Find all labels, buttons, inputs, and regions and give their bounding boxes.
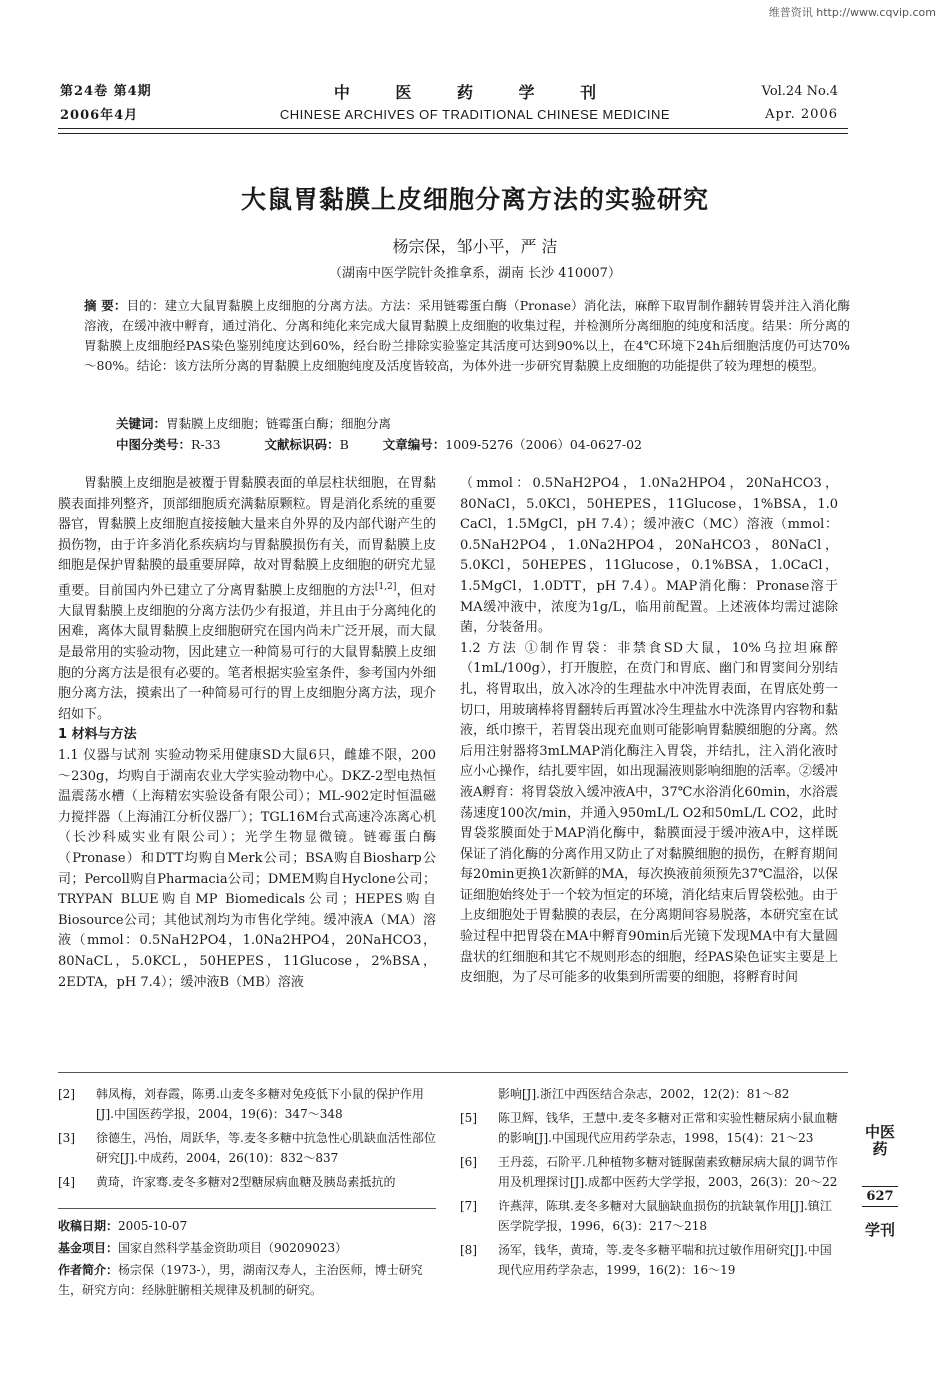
reference-text: 汤军，钱华，黄琦，等.麦冬多糖平喘和抗过敏作用研究[J].中国现代应用药学杂志，1999，16(2)：16～19 [498, 1243, 832, 1277]
reference-item [58, 1172, 436, 1192]
side-journal-bottom: 学刊 [864, 1221, 895, 1239]
affiliation: （湖南中医学院针灸推拿系，湖南 长沙 410007） [329, 266, 621, 281]
reference-number: [7] [460, 1199, 477, 1213]
footnote-rule [58, 1208, 436, 1209]
reference-text: 黄琦，许家骞.麦冬多糖对2型糖尿病血糖及胰岛素抵抗的 [96, 1175, 396, 1189]
doc-code-value: B [339, 437, 349, 452]
reference-item [58, 1128, 436, 1168]
reference-text: 王丹蕊，石阶平.几种植物多糖对链脲菌素致糖尿病大鼠的调节作用及机理探讨[J].成都中医药大学学报，2003，26(3)：20～22 [498, 1155, 838, 1189]
page-number: 627 [862, 1186, 898, 1207]
reference-item [460, 1196, 838, 1236]
keywords-label: 关键词： [116, 416, 167, 431]
clc-value: R-33 [191, 437, 221, 452]
date-en: Apr. 2006 [765, 107, 838, 122]
date-cn: 2006年4月 [60, 108, 139, 123]
received-date [58, 1216, 436, 1236]
reference-text: 徐德生，冯怡，周跃华，等.麦冬多糖中抗急性心肌缺血活性部位研究[J].中成药，2004，26(10)：832～837 [96, 1131, 436, 1165]
article-number-value: 1009-5276（2006）04-0627-02 [445, 437, 642, 452]
authors: 杨宗保，邹小平，严 洁 [392, 237, 558, 256]
classification-line [116, 435, 642, 453]
volume-en: Vol.24 No.4 [761, 84, 838, 99]
article-number-label: 文章编号： [382, 437, 446, 452]
fund-project [58, 1238, 436, 1258]
author-bio-text: 杨宗保（1973-），男，湖南汉寿人，主治医师，博士研究生，研究方向：经脉脏腑相关规律及机制的研究。 [58, 1263, 423, 1297]
body-column-left [58, 474, 436, 993]
keywords [116, 414, 391, 432]
received-value: 2005-10-07 [118, 1219, 188, 1233]
method-paragraph: 1.2 方法 ①制作胃袋：非禁食SD大鼠，10%乌拉坦麻醉（1mL/100g），打开腹腔，在贲门和胃底、幽门和胃窦间分别结扎，将胃取出，放入冰冷的生理盐水中冲洗胃表面，在胃底处剪一切口，用玻璃棒将胃翻转后再置冰冷生理盐水中洗涤胃内容物和黏液，纸巾擦干，若胃袋出现充血则可能影响胃黏膜细胞的分离。然后用注射器将3mLMAP消化酶注入胃袋，并结扎，注入消化液时应小心操作，结扎要牢固，如出现漏液则影响细胞的活率。②缓冲液A孵育：将胃袋放入缓冲液A中，37℃水浴消化60min，水浴震荡速度100次/min，并通入950mL/L O2和50mL/L CO2，此时胃袋浆膜面处于MAP消化酶中，黏膜面浸于缓冲液A中，这样既保证了消化酶的分离作用又防止了对黏膜细胞的损伤，在孵育期间每20min更换1次新鲜的MA，每次换液前须预先37℃温浴，以保证细胞始终处于一个较为恒定的环境，消化结束后胃袋松弛。由于上皮细胞处于胃黏膜的表层，在分离期间容易脱落，本研究室在试验过程中把胃袋在MA中孵育90min后光镜下发现MA中有大量圆盘状的红细胞和其它不规则形态的细胞，经PAS染色证实主要是上皮细胞，为了尽可能多的收集到所需要的细胞，将孵育时间 [460, 640, 838, 986]
reference-number: [8] [460, 1243, 477, 1257]
header-rule [58, 128, 848, 129]
intro-paragraph [58, 474, 436, 725]
received-label: 收稿日期： [58, 1219, 119, 1233]
reference-number: [2] [58, 1087, 75, 1101]
reference-text: 陈卫辉，钱华，王慧中.麦冬多糖对正常和实验性糖尿病小鼠血糖的影响[J].中国现代应用药学杂志，1998，15(4)：21～23 [498, 1111, 838, 1145]
side-journal-top: 中医药 [864, 1123, 895, 1158]
abstract-text: 目的：建立大鼠胃黏膜上皮细胞的分离方法。方法：采用链霉蛋白酶（Pronase）消化法，麻醉下取胃制作翻转胃袋并注入消化酶溶液，在缓冲液中孵育，通过消化、分离和纯化来完成大鼠胃黏膜上皮细胞的收集过程，并检测所分离细胞的纯度和活度。结果：所分离的胃黏膜上皮细胞经PAS染色鉴别纯度达到60%，经台盼兰排除实验鉴定其活度可达到90%以上，在4℃环境下24h后细胞活度仍可达70%～80%。结论：该方法所分离的胃黏膜上皮细胞纯度及活度皆较高，为体外进一步研究胃黏膜上皮细胞的功能提供了较为理想的模型。 [84, 298, 850, 373]
references-right [460, 1084, 838, 1284]
references-rule [58, 1072, 848, 1073]
reference-item [460, 1152, 838, 1192]
author-bio [58, 1260, 436, 1300]
abstract [84, 296, 850, 376]
reference-number: [6] [460, 1155, 477, 1169]
references-left [58, 1084, 436, 1196]
article-title: 大鼠胃黏膜上皮细胞分离方法的实验研究 [240, 185, 709, 214]
reference-number: [3] [58, 1131, 75, 1145]
doc-code-label: 文献标识码： [264, 437, 340, 452]
reference-text: 影响[J].浙江中西医结合杂志，2002，12(2)：81～82 [498, 1087, 790, 1101]
fund-label: 基金项目： [58, 1241, 119, 1255]
reference-continuation [460, 1084, 838, 1104]
reference-text: 韩凤梅，刘春霞，陈勇.山麦冬多糖对免疫低下小鼠的保护作用[J].中国医药学报，2004，19(6)：347～348 [96, 1087, 424, 1121]
reference-item [460, 1240, 838, 1280]
volume-cn: 第24卷 第4期 [60, 84, 152, 99]
keywords-text: 胃黏膜上皮细胞；链霉蛋白酶；细胞分离 [166, 416, 392, 431]
journal-title-cn: 中 医 药 学 刊 [333, 83, 617, 102]
author-bio-label: 作者简介： [58, 1263, 119, 1277]
intro-text-b: ，但对大鼠胃黏膜上皮细胞的分离方法仍少有报道，并且由于分离纯化的困难，离体大鼠胃黏膜上皮细胞研究在国内尚未广泛开展，而大鼠是最常用的实验动物，因此建立一种简易可行的大鼠胃黏膜上皮细胞的分离方法是很有必要的。笔者根据实验室条件，参考国内外细胞分离方法，摸索出了一种简易可行的胃上皮细胞分离方法，现介绍如下。 [58, 583, 436, 722]
buffer-paragraph: （mmol：0.5NaH2PO4，1.0Na2HPO4，20NaHCO3，80NaCl，5.0KCl，50HEPES，11Glucose，1%BSA，1.0 CaCl，1.5MgCl，pH 7.4）；缓冲液C（MC）溶液（mmol：0.5NaH2PO4，1.0Na2HPO4，20NaHCO3，80NaCl，5.0KCl，50HEPES，11Glucose，0.1%BSA，1.0CaCl，1.5MgCl，1.0DTT，pH 7.4）。MAP消化酶：Pronase溶于MA缓冲液中，浓度为1g/L，临用前配置。上述液体均需过滤除菌，分装备用。 [460, 476, 838, 636]
journal-title-en: CHINESE ARCHIVES OF TRADITIONAL CHINESE MEDICINE [279, 107, 671, 122]
reference-number: [4] [58, 1175, 75, 1189]
abstract-label: 摘 要： [84, 298, 127, 313]
watermark: 维普资讯 http://www.cqvip.com [768, 6, 936, 19]
reference-text: 许燕萍，陈琪.麦冬多糖对大鼠脑缺血损伤的抗缺氧作用[J].镇江医学院学报，1996，6(3)：217～218 [498, 1199, 832, 1233]
fund-value: 国家自然科学基金资助项目（90209023） [118, 1241, 348, 1255]
section-heading-1: 1 材料与方法 [58, 727, 137, 743]
header-rule-thin [58, 133, 848, 134]
reference-item [460, 1108, 838, 1148]
intro-text-a: 胃黏膜上皮细胞是被覆于胃黏膜表面的单层柱状细胞，在胃黏膜表面排列整齐，顶部细胞质充满黏原颗粒。胃是消化系统的重要器官，胃黏膜上皮细胞直接接触大量来自外界的及内部代谢产生的损伤物，由于许多消化系疾病均与胃黏膜损伤有关，而胃黏膜上皮细胞是保护胃黏膜的最重要屏障，故对胃黏膜上皮细胞的研究尤显重要。目前国内外已建立了分离胃黏膜上皮细胞的方法 [58, 476, 436, 599]
body-column-right [460, 474, 838, 989]
clc-label: 中图分类号： [116, 437, 192, 452]
reference-item [58, 1084, 436, 1124]
reference-number: [5] [460, 1111, 477, 1125]
citation-1-2: [1,2] [374, 581, 397, 592]
materials-paragraph: 1.1 仪器与试剂 实验动物采用健康SD大鼠6只，雌雄不限，200～230g，均购自于湖南农业大学实验动物中心。DKZ-2型电热恒温震荡水槽（上海精宏实验设备有限公司）；ML-902定时恒温磁力搅拌器（上海浦江分析仪器厂）；TGL16M台式高速冷冻离心机（长沙科威实业有限公司）；光学生物显微镜。链霉蛋白酶（Pronase）和DTT均购自Merk公司；BSA购自Biosharp公司；Percoll购自Pharmacia公司；DMEM购自Hyclone公司；TRYPAN BLUE购自MP Biomedicals公司；HEPES购自Biosource公司；其他试剂均为市售化学纯。缓冲液A（MA）溶液（mmol：0.5NaH2PO4，1.0Na2HPO4，20NaHCO3，80NaCL，5.0KCL，50HEPES，11Glucose，2%BSA，2EDTA，pH 7.4）；缓冲液B（MB）溶液 [58, 748, 436, 990]
